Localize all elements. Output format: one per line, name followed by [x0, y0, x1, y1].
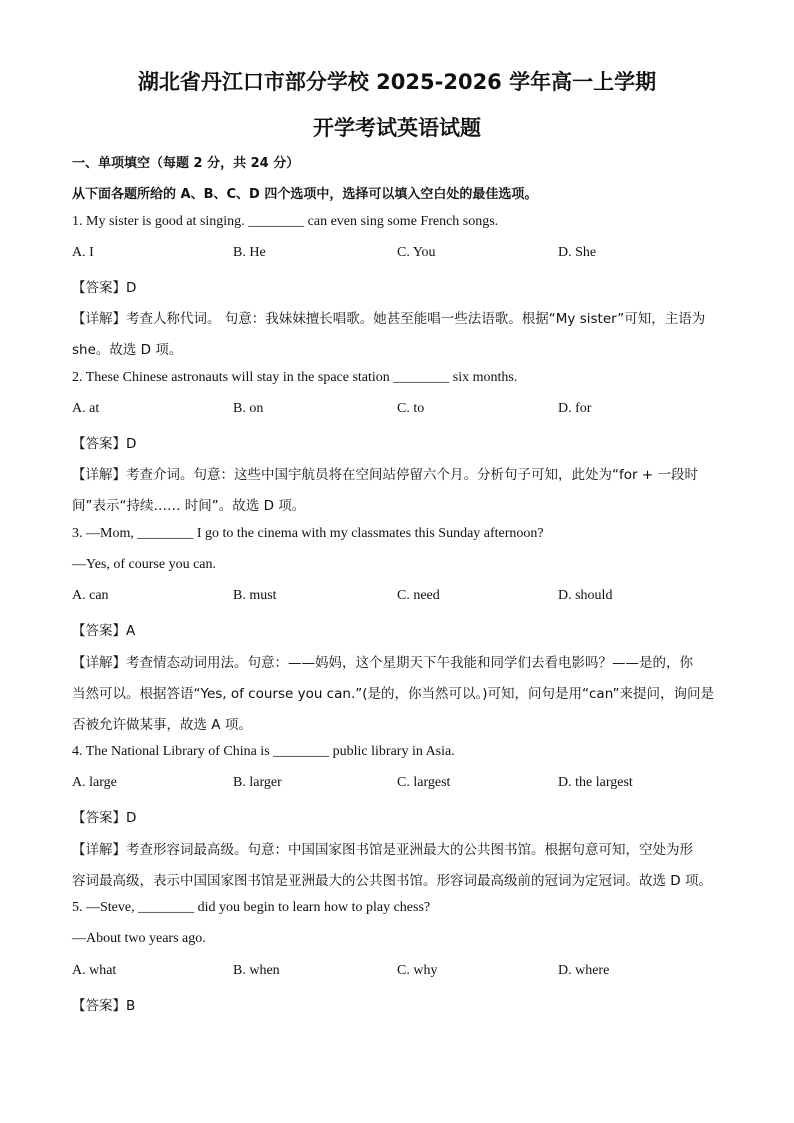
- analysis-line: 【详解】考查形容词最高级。句意：中国国家图书馆是亚洲最大的公共图书馆。根据句意可知，空处为形: [72, 842, 693, 858]
- option-a: A. I: [72, 245, 94, 260]
- question-stem: 3. —Mom, ________ I go to the cinema with my classmates this Sunday afternoon?: [72, 526, 544, 541]
- answer: 【答案】D: [72, 436, 137, 452]
- option-a: A. what: [72, 963, 117, 978]
- option-b: B. on: [233, 401, 264, 416]
- question-stem: 4. The National Library of China is ________ public library in Asia.: [72, 744, 455, 759]
- title-line-1: 湖北省丹江口市部分学校 2025-2026 学年高一上学期: [137, 70, 657, 94]
- question-stem: 2. These Chinese astronauts will stay in the space station ________ six months.: [72, 370, 518, 385]
- analysis-line: 当然可以。根据答语“Yes, of course you can.”(是的，你当然可以。)可知，问句是用“can”来提问，询问是: [72, 686, 715, 702]
- option-d: D. for: [558, 401, 592, 416]
- option-c: C. to: [397, 401, 425, 416]
- section-instruction: 从下面各题所给的 A、B、C、D 四个选项中，选择可以填入空白处的最佳选项。: [72, 187, 538, 202]
- option-c: C. You: [397, 245, 436, 260]
- option-c: C. why: [397, 963, 438, 978]
- option-a: A. can: [72, 588, 109, 603]
- analysis-line: she。故选 D 项。: [72, 342, 183, 358]
- option-b: B. must: [233, 588, 277, 603]
- option-d: D. She: [558, 245, 597, 260]
- answer: 【答案】D: [72, 280, 137, 296]
- option-c: C. need: [397, 588, 440, 603]
- option-b: B. when: [233, 963, 280, 978]
- section-heading: 一、单项填空（每题 2 分，共 24 分）: [72, 156, 300, 171]
- analysis-line: 【详解】考查情态动词用法。句意：——妈妈，这个星期天下午我能和同学们去看电影吗？——是的，你: [72, 655, 693, 671]
- question-stem: 5. —Steve, ________ did you begin to learn how to play chess?: [72, 900, 431, 915]
- answer: 【答案】A: [72, 623, 136, 639]
- answer: 【答案】D: [72, 810, 137, 826]
- analysis-line: 否被允许做某事，故选 A 项。: [72, 717, 252, 733]
- question-stem: 1. My sister is good at singing. ________ can even sing some French songs.: [72, 214, 499, 229]
- option-d: D. the largest: [558, 775, 633, 790]
- analysis-line: 间”表示“持续…… 时间”。故选 D 项。: [72, 498, 306, 514]
- option-c: C. largest: [397, 775, 451, 790]
- analysis-line: 【详解】考查人称代词。 句意：我妹妹擅长唱歌。她甚至能唱一些法语歌。根据“My sister”可知，主语为: [72, 311, 706, 327]
- option-a: A. at: [72, 401, 100, 416]
- option-b: B. He: [233, 245, 266, 260]
- question-reply: —About two years ago.: [72, 931, 206, 946]
- title-line-2: 开学考试英语试题: [313, 116, 481, 140]
- option-b: B. larger: [233, 775, 282, 790]
- answer: 【答案】B: [72, 998, 136, 1014]
- analysis-line: 【详解】考查介词。句意：这些中国宇航员将在空间站停留六个月。分析句子可知，此处为“for + 一段时: [72, 467, 698, 483]
- option-d: D. where: [558, 963, 610, 978]
- option-d: D. should: [558, 588, 613, 603]
- question-reply: —Yes, of course you can.: [72, 557, 216, 572]
- option-a: A. large: [72, 775, 117, 790]
- analysis-line: 容词最高级，表示中国国家图书馆是亚洲最大的公共图书馆。形容词最高级前的冠词为定冠词。故选 D 项。: [72, 873, 712, 889]
